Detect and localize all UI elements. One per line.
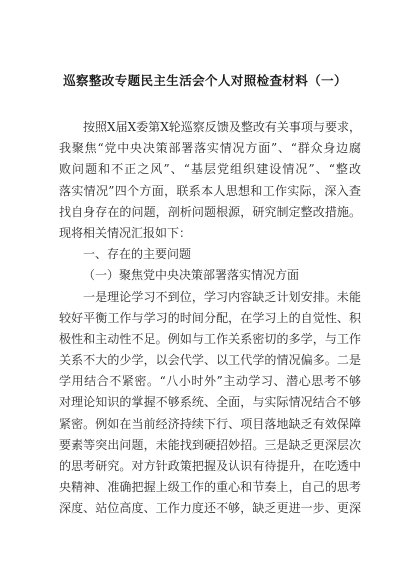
paragraph-line: 深度、站位高度、工作力度还不够，缺乏更进一步、更深 [59, 501, 361, 516]
paragraph-line: 败问题和不正之风”、“基层党组织建设情况”、“整改 [59, 162, 361, 177]
subsection-heading: （一）聚焦党中央决策部署落实情况方面 [83, 268, 300, 283]
paragraph-line: 紧密。例如在当前经济持续下行、项目落地缺乏有效保障 [59, 416, 361, 431]
paragraph-line: 现将相关情况汇报如下： [59, 225, 192, 240]
paragraph-line: 关系不大的少学，以会代学、以工代学的情况偏多。二是 [59, 353, 361, 368]
paragraph-line: 极性和主动性不足。例如与工作关系密切的多学，与工作 [59, 331, 361, 346]
paragraph-line: 央精神、准确把握上级工作的重心和节奏上，自己的思考 [59, 480, 361, 495]
paragraph-line: 找自身存在的问题，剖析问题根源，研究制定整改措施。 [59, 204, 361, 219]
paragraph-line: 按照X届X委第X轮巡察反馈及整改有关事项与要求， [83, 120, 361, 134]
paragraph-line: 较好平衡工作与学习的时间分配，在学习上的自觉性、积 [59, 310, 361, 325]
document-body [59, 117, 361, 520]
section-heading: 一、存在的主要问题 [83, 247, 192, 262]
paragraph-line: 落实情况”四个方面，联系本人思想和工作实际，深入查 [59, 183, 361, 198]
paragraph-line: 一是理论学习不到位，学习内容缺乏计划安排。未能 [83, 289, 361, 304]
document-title: 巡察整改专题民主生活会个人对照检查材料（一） [63, 73, 347, 88]
paragraph-line: 要素等突出问题，未能找到硬招妙招。三是缺乏更深层次 [59, 437, 361, 452]
paragraph-line: 学用结合不紧密。“八小时外”主动学习、潜心思考不够 [59, 374, 361, 389]
paragraph-line: 我聚焦“党中央决策部署落实情况方面”、“群众身边腐 [59, 141, 361, 156]
paragraph-line: 对理论知识的掌握不够系统、全面，与实际情况结合不够 [59, 395, 361, 410]
paragraph-line: 的思考研究。对方针政策把握及认识有待提升，在吃透中 [59, 459, 361, 473]
